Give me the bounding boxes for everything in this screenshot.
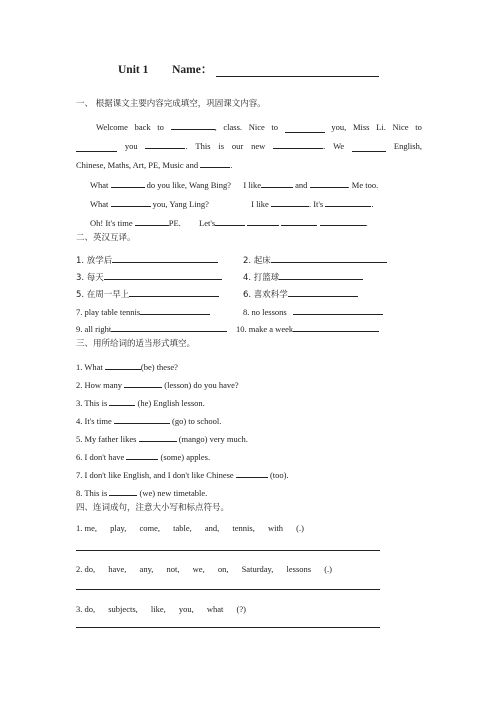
s2-item-7: 7. play table tennis: [76, 305, 210, 318]
s2-item-10: 10. make a week: [236, 322, 379, 335]
s1-line-2: you . This is our new . We English,: [76, 139, 422, 152]
name-label: Name：: [172, 64, 213, 76]
answer-line[interactable]: [76, 627, 380, 628]
s2-item-3: 3. 每天: [76, 270, 222, 284]
s1-line-5: What you, Yang Ling? I like . It's .: [90, 199, 374, 209]
blank[interactable]: [171, 120, 215, 130]
s2-item-6: 6. 喜欢科学: [243, 287, 358, 301]
blank[interactable]: [293, 305, 383, 315]
s4-item-1: 1. me, play, come, table, and, tennis, with (.): [76, 523, 304, 533]
s3-item-5: 5. My father likes (mango) very much.: [76, 434, 248, 444]
s3-item-8: 8. This is (we) new timetable.: [76, 488, 208, 498]
blank[interactable]: [310, 178, 348, 188]
blank[interactable]: [109, 486, 137, 496]
answer-line[interactable]: [76, 550, 380, 551]
section-1-heading: 一、 根据课文主要内容完成填空，巩固课文内容。: [76, 99, 266, 109]
s3-item-2: 2. How many (lesson) do you have?: [76, 380, 239, 390]
s1-line-1: Welcome back to , class. Nice to you, Miss Li. Nice to: [96, 122, 422, 132]
answer-line[interactable]: [76, 589, 380, 590]
section-4-heading: 四、连词成句，注意大小写和标点符号。: [76, 503, 230, 513]
blank[interactable]: [200, 158, 230, 168]
blank[interactable]: [271, 253, 387, 263]
section-2-heading: 二、英汉互译。: [76, 233, 136, 243]
blank[interactable]: [293, 322, 379, 332]
s1-line-3: Chinese, Maths, Art, PE, Music and .: [76, 160, 233, 170]
blank[interactable]: [281, 216, 317, 226]
s4-item-2: 2. do, have, any, not, we, on, Saturday, lessons (.): [76, 564, 332, 574]
s3-item-1: 1. What (be) these?: [76, 362, 178, 372]
blank[interactable]: [135, 216, 169, 226]
blank[interactable]: [111, 178, 145, 188]
blank[interactable]: [236, 468, 268, 478]
s3-item-4: 4. It's time (go) to school.: [76, 416, 222, 426]
blank[interactable]: [126, 450, 158, 460]
s3-item-6: 6. I don't have (some) apples.: [76, 452, 211, 462]
blank[interactable]: [76, 142, 117, 152]
blank[interactable]: [288, 287, 358, 297]
name-line[interactable]: [216, 76, 379, 77]
blank[interactable]: [271, 197, 309, 207]
blank[interactable]: [104, 270, 222, 280]
blank[interactable]: [279, 270, 363, 280]
s1-line-4: What do you like, Wang Bing? I like and . Me too.: [90, 180, 379, 190]
blank[interactable]: [114, 414, 170, 424]
blank[interactable]: [112, 253, 218, 263]
blank[interactable]: [105, 360, 141, 370]
blank[interactable]: [111, 197, 151, 207]
blank[interactable]: [247, 216, 279, 226]
s2-item-9: 9. all right: [76, 322, 227, 335]
blank[interactable]: [124, 378, 162, 388]
section-3-heading: 三、用所给词的适当形式填空。: [76, 339, 196, 349]
s3-item-7: 7. I don't like English, and I don't like Chinese (too).: [76, 470, 289, 480]
unit-label: Unit 1: [118, 64, 149, 76]
worksheet-title: [118, 63, 212, 77]
s2-item-4: 4. 打篮球: [243, 270, 363, 284]
blank[interactable]: [215, 216, 245, 226]
blank[interactable]: [325, 197, 371, 207]
s4-item-3: 3. do, subjects, like, you, what (?): [76, 604, 246, 614]
blank[interactable]: [261, 178, 293, 188]
blank[interactable]: [111, 322, 227, 332]
blank[interactable]: [320, 216, 366, 226]
blank[interactable]: [285, 123, 325, 133]
s1-line-6: Oh! It's time PE. Let's .: [90, 218, 368, 228]
blank[interactable]: [273, 139, 323, 149]
blank[interactable]: [140, 305, 210, 315]
s3-item-3: 3. This is (he) English lesson.: [76, 398, 205, 408]
blank[interactable]: [129, 287, 219, 297]
blank[interactable]: [145, 139, 185, 149]
blank[interactable]: [139, 432, 177, 442]
s2-item-2: 2. 起床: [243, 253, 387, 267]
blank[interactable]: [109, 396, 135, 406]
s2-item-1: 1. 放学后: [76, 253, 218, 267]
s2-item-5: 5. 在周一早上: [76, 287, 219, 301]
s2-item-8: 8. no lessons: [243, 305, 383, 318]
blank[interactable]: [352, 142, 386, 152]
